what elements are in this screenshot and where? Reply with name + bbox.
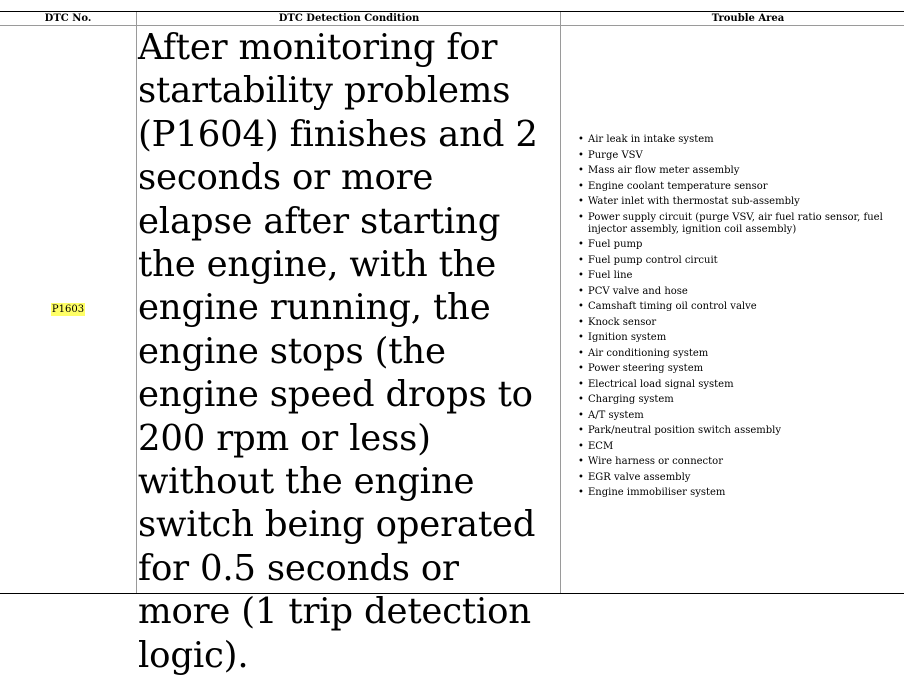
trouble-area-item (562, 196, 904, 208)
trouble-area-item (562, 286, 904, 298)
trouble-area-label: • Fuel pump control circuit (588, 254, 718, 266)
trouble-area-item (562, 425, 904, 437)
trouble-area-label: • Power supply circuit (purge VSV, air fuel ratio sensor, fuel injector assembly, ignition coil assembly) (588, 211, 883, 235)
trouble-area-label: • Water inlet with thermostat sub-assembly (588, 196, 800, 207)
trouble-area-item (562, 150, 904, 162)
trouble-area-item (562, 456, 904, 468)
trouble-area-item (562, 348, 904, 360)
trouble-area-item (562, 165, 904, 177)
trouble-area-item (562, 212, 904, 236)
trouble-area-label: • Fuel line (588, 270, 633, 281)
dtc-code-cell (0, 26, 136, 593)
header-trouble-area: Trouble Area (711, 13, 785, 24)
trouble-area-item (562, 363, 904, 375)
trouble-area-label: • Engine immobiliser system (588, 487, 726, 498)
trouble-area-label: • Power steering system (588, 363, 704, 374)
trouble-area-item (562, 332, 904, 344)
trouble-area-item (562, 317, 904, 329)
column-divider (560, 12, 561, 593)
trouble-area-item (562, 472, 904, 484)
trouble-area-item (562, 255, 904, 267)
trouble-area-item (562, 410, 904, 422)
trouble-area-list (562, 134, 904, 503)
trouble-area-label: • Charging system (588, 394, 674, 405)
header-dtc-no: DTC No. (44, 13, 92, 24)
trouble-area-label: • Air conditioning system (588, 347, 709, 359)
trouble-area-cell (562, 26, 904, 593)
trouble-area-label: • Knock sensor (588, 316, 657, 328)
trouble-area-item (562, 379, 904, 391)
trouble-area-label: • Fuel pump (588, 239, 643, 250)
trouble-area-label: • Air leak in intake system (588, 134, 714, 145)
trouble-area-item (562, 441, 904, 453)
trouble-area-item (562, 134, 904, 146)
trouble-area-label: • Camshaft timing oil control valve (588, 301, 757, 312)
trouble-area-item (562, 301, 904, 313)
trouble-area-label: • Ignition system (588, 332, 667, 343)
trouble-area-item (562, 270, 904, 282)
trouble-area-label: • Purge VSV (588, 149, 643, 161)
column-divider (136, 12, 137, 593)
trouble-area-label: • EGR valve assembly (588, 471, 691, 483)
trouble-area-item (562, 239, 904, 251)
trouble-area-label: • Wire harness or connector (588, 456, 723, 467)
dtc-table (0, 11, 904, 676)
detection-condition-text: After monitoring for startability problems (P1604) finishes and 2 seconds or more elapse after starting the engine, with the engine running, the engine stops (the engine speed drops to 200 rpm or less) without the engine switch being operated for 0.5 seconds or more (1 trip detection logic). (138, 27, 538, 676)
trouble-area-label: • Engine coolant temperature sensor (588, 180, 768, 192)
trouble-area-label: • A/T system (588, 409, 644, 421)
header-detection-condition: DTC Detection Condition (278, 13, 420, 24)
dtc-code: P1603 (51, 304, 85, 315)
detection-condition-cell (138, 26, 558, 676)
trouble-area-item (562, 181, 904, 193)
trouble-area-item (562, 487, 904, 499)
trouble-area-label: • Mass air flow meter assembly (588, 165, 740, 176)
trouble-area-item (562, 394, 904, 406)
trouble-area-label: • Electrical load signal system (588, 378, 734, 390)
trouble-area-label: • Park/neutral position switch assembly (588, 425, 781, 436)
trouble-area-label: • ECM (588, 440, 614, 452)
trouble-area-label: • PCV valve and hose (588, 285, 688, 297)
